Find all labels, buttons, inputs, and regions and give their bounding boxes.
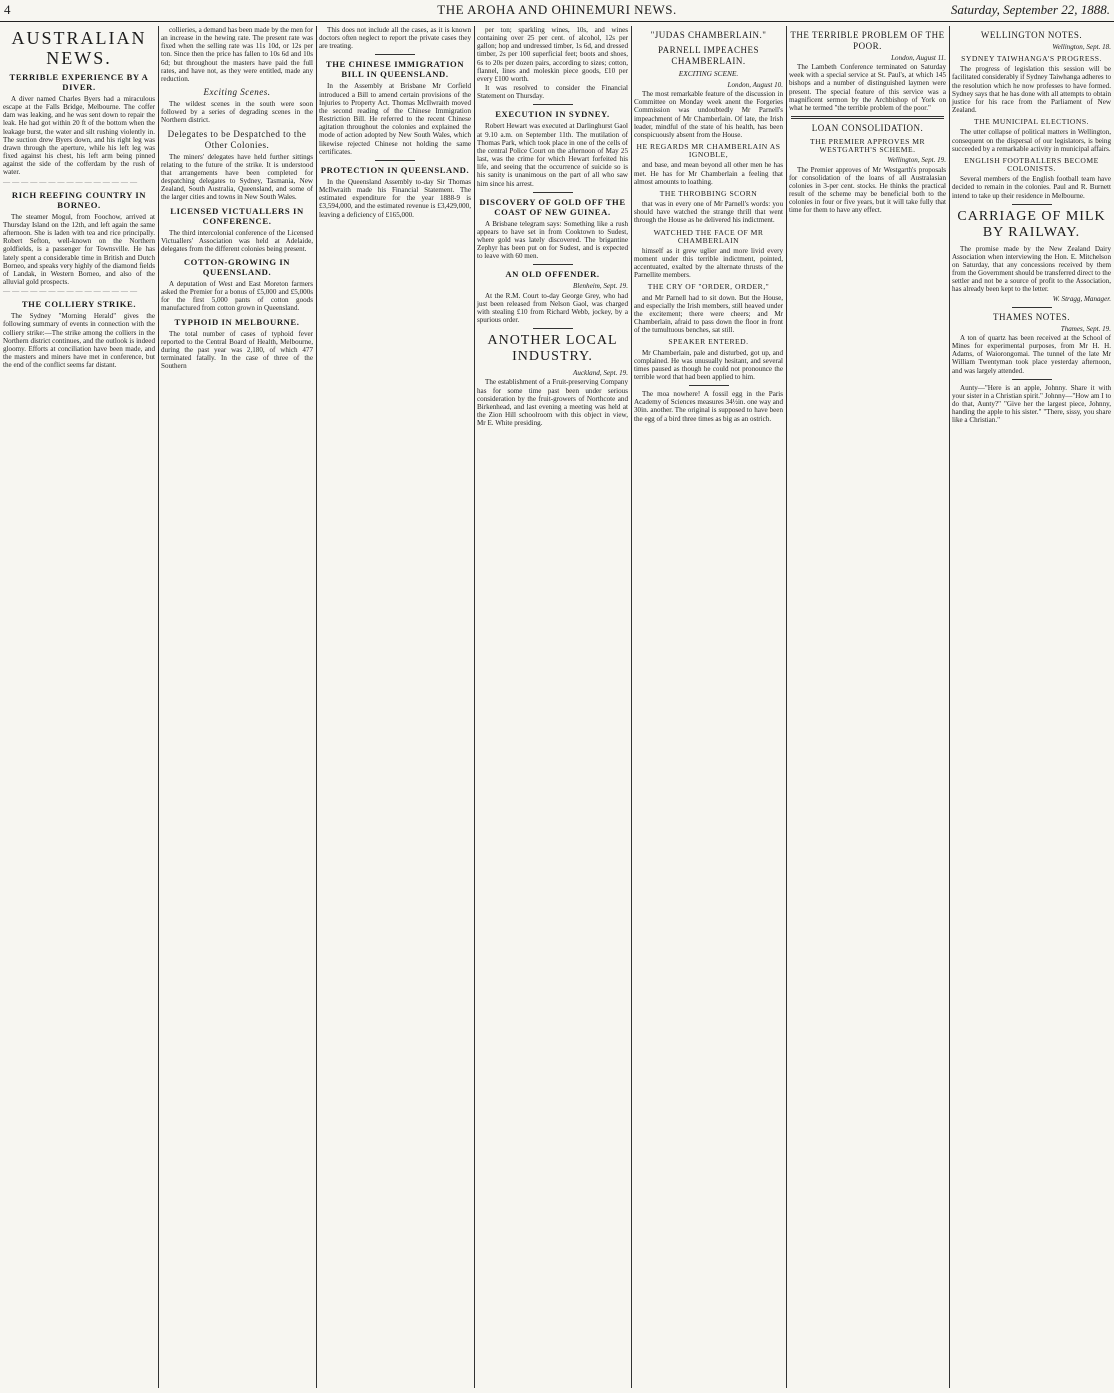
divider	[533, 192, 573, 193]
article-headline: DISCOVERY OF GOLD OFF THE COAST OF NEW GUINEA.	[479, 196, 626, 217]
article-body: In the Assembly at Brisbane Mr Corfield introduced a Bill to amend certain provisions of the Injuries to Property Act. Thomas McIlwraith moved the second reading of the Chinese Immigration Restriction Bill. He referred to the recent Chinese agitation throughout the colonies and explained the mode of action adopted by New South Wales, which likewise rejected Chinese not holding the same certificates.	[319, 82, 471, 156]
article-body: himself as it grew uglier and more livid every moment under this terrible indictment, pointed, accentuated, exalted by the alternate thrusts of the Parnellite members.	[634, 246, 783, 280]
article-body: that was in every one of Mr Parnell's words: you should have watched the strange thrill that went through the House as he delivered his indictment.	[634, 200, 783, 225]
column-2	[158, 26, 316, 1388]
column-1	[0, 26, 158, 1388]
article-body: A ton of quartz has been received at the School of Mines for experimental purposes, from Mr H. H. Adams, of Waiorongomai. The tunnel of the late Mr William Twentyman took place yesterday afternoon, and was largely attended.	[952, 333, 1111, 375]
article-body: The progress of legislation this session will be facilitated considerably if Sydney Taiwhanga adheres to the resolution which he now professes to have formed. Sydney says that he has done with all attempts to obtain justice for his race from the Parliament of New Zealand.	[952, 65, 1111, 115]
article-headline: THE CHINESE IMMIGRATION BILL IN QUEENSLAND.	[325, 59, 465, 80]
dateline: London, August 11.	[891, 54, 946, 62]
article-body: collieries, a demand has been made by the men for an increase in the hewing rate. The present rate was fixed when the selling rate was 11s 10d, or 12s per ton. Since then the price has fallen to 10s 6d and 10s 6d; but throughout the masters have paid the full rates, and have not, as they were entitled, made any reduction.	[161, 26, 313, 83]
column-5	[631, 26, 786, 1388]
article-headline: WELLINGTON NOTES.	[980, 30, 1083, 40]
divider	[1012, 307, 1052, 308]
dateline: London, August 10.	[727, 81, 783, 89]
article-body: In the Queensland Assembly to-day Sir Thomas McIlwraith made his Financial Statement. The estimated expenditure for the year 1888-9 is £3,594,000, and the estimated revenue is £3,429,000, leaving a deficiency of £165,000.	[319, 177, 471, 219]
article-headline: "JUDAS CHAMBERLAIN."	[650, 30, 767, 40]
crosshead: ENGLISH FOOTBALLERS BECOME COLONISTS.	[964, 155, 1099, 174]
article-headline: TYPHOID IN MELBOURNE.	[174, 316, 300, 327]
article-headline: LOAN CONSOLIDATION.	[811, 123, 924, 134]
article-body: The promise made by the New Zealand Dairy Association when interviewing the Hon. E. Mitchelson on Saturday, that any concessions received by them from the Government should be transferred direct to the settler and not be a source of profit to the Association, has already been kept to the letter.	[952, 244, 1111, 294]
article-body-continued: — — — — — — — — — — — — — — —	[3, 177, 138, 186]
article-body: The Premier approves of Mr Westgarth's proposals for consolidation of the loans of all Australasian colonies in 3-per cent. stocks. He thinks the practical result of the scheme may be beneficial both to the colonies in four or five years, but it will take fully that time for them to have any effect.	[789, 165, 946, 215]
section-header: AUSTRALIAN NEWS.	[11, 28, 147, 68]
article-headline: THAMES NOTES.	[992, 311, 1070, 322]
article-body: The establishment of a Fruit-preserving Company has for some time past been under serious consideration by the fruit-growers of Northcote and Birkenhead, and last evening a meeting was held at the Zion Hill schoolroom with this object in view, Mr E. White presiding.	[477, 378, 628, 428]
article-subheadline: PARNELL IMPEACHES CHAMBERLAIN.	[657, 45, 760, 66]
article-body: and Mr Parnell had to sit down. But the House, and especially the Irish members, still heaved under the excitement; there were cheers; and Mr Chamberlain, afraid to pass down the floor in front of the tumultuous benches, sat still.	[634, 293, 783, 335]
crosshead: WATCHED THE FACE OF MR CHAMBERLAIN	[653, 227, 764, 245]
column-7	[949, 26, 1114, 1388]
article-body: per ton; sparkling wines, 10s, and wines containing over 25 per cent. of alcohol, 12s per gallon; hop and undressed timber, 1s 6d, and dressed timber, 2s per 100 superficial feet; boots and shoes, 6s to 20s per dozen pairs, according to sizes; cotton, flannel, lines and moleskin piece goods, £10 per every £100 worth.	[477, 26, 628, 83]
divider	[689, 385, 729, 386]
article-body: The Sydney "Morning Herald" gives the following summary of events in connection with the colliery strike:—The strike among the colliers in the Northern district continues, and the outlook is indeed gloomy. Efforts at conciliation have been made, and the masters and miners have met in conference, but the end of the conflict seems far distant.	[3, 312, 155, 370]
article-body: This does not include all the cases, as it is known doctors often neglect to report the private cases they are treating.	[319, 26, 471, 51]
article-headline: TERRIBLE EXPERIENCE BY A DIVER.	[9, 72, 149, 92]
dateline: Blenheim, Sept. 19.	[573, 282, 628, 291]
masthead	[0, 0, 1114, 22]
article-body: The Lambeth Conference terminated on Saturday week with a special service at St. Paul's, at which 145 bishops and a number of distinguished laymen were present. The special feature of this service was a magnificent sermon by the Archbishop of York on what he termed "the terrible problem of the poor."	[789, 63, 946, 112]
article-body-continued: — — — — — — — — — — — — — — —	[3, 287, 138, 296]
dateline: Thames, Sept. 19.	[1060, 324, 1111, 333]
article-body: A Brisbane telegram says: Something like a rush appears to have set in from Cooktown to Sudest, where gold was lately discovered. The brigantine Zephyr has been put on for Sudest, and is expected to leave with 60 men.	[477, 219, 628, 261]
article-body: The steamer Mogul, from Foochow, arrived at Thursday Island on the 12th, and left again the same afternoon. She is laden with tea and rice principally. Robert Sefton, well-known on the Northern goldfields, is a passenger for Townsville. He has lately spent a considerable time in British and Dutch Borneo, and speaks very highly of the diamond fields of Landak, in Western Borneo, and also of the alluvial gold prospects.	[3, 212, 155, 286]
article-body: Several members of the English football team have decided to remain in the colonies. Paul and R. Burnett intend to take up their residence in Melbourne.	[952, 175, 1111, 200]
article-subheadline: Delegates to be Despatched to the Other Colonies.	[167, 128, 307, 150]
divider	[533, 264, 573, 265]
article-subheadline: Exciting Scenes.	[203, 87, 271, 98]
issue-date: Saturday, September 22, 1888.	[950, 2, 1110, 17]
article-body: The miners' delegates have held further sittings relating to the future of the strike. It is understood that arrangements have been completed for despatching delegates to Sydney, Tasmania, New Zealand, South Australia, Queensland, and some of the larger cities and towns in New South Wales.	[161, 152, 313, 202]
article-body: The third intercolonial conference of the Licensed Victuallers' Association was held at Adelaide, delegates from the different colonies being present.	[161, 228, 313, 253]
dateline: Auckland, Sept. 19.	[573, 369, 628, 378]
article-body: Aunty—"Here is an apple, Johnny. Share it with your sister in a Christian spirit." Johnny—"How am I to do that, Aunty?" "Give her the largest piece, Johnny, handing the apple to his sister." "There, sissy, you share like a Christian."	[952, 383, 1111, 425]
page-number: 4	[4, 2, 11, 17]
article-body: The moa nowhere! A fossil egg in the Paris Academy of Sciences measures 34½in. one way and 30in. another. The original is supposed to have been the egg of a bird three times as big as an ostrich.	[634, 390, 783, 423]
column-4	[474, 26, 631, 1388]
article-headline: LICENSED VICTUALLERS IN CONFERENCE.	[170, 205, 304, 226]
dateline: Wellington, Sept. 18.	[1052, 43, 1111, 51]
crosshead: THE CRY OF "ORDER, ORDER,"	[647, 282, 770, 292]
article-headline: PROTECTION IN QUEENSLAND.	[320, 164, 470, 175]
article-body: The total number of cases of typhoid fever reported to the Central Board of Health, Melbourne, during the past year was 2,180, of which 477 terminated fatally. In the case of three of the Southern	[161, 329, 313, 371]
divider	[375, 54, 415, 55]
article-headline: THE TERRIBLE PROBLEM OF THE POOR.	[790, 30, 945, 51]
article-headline: CARRIAGE OF MILK BY RAILWAY.	[957, 208, 1106, 240]
article-headline: COTTON-GROWING IN QUEENSLAND.	[183, 256, 291, 277]
article-headline: EXECUTION IN SYDNEY.	[495, 109, 610, 120]
newspaper-title: THE AROHA AND OHINEMURI NEWS.	[437, 2, 677, 17]
crosshead: HE REGARDS MR CHAMBERLAIN AS IGNOBLE,	[636, 142, 781, 160]
divider	[1012, 204, 1052, 205]
article-kicker: EXCITING SCENE.	[678, 69, 739, 78]
article-body: A diver named Charles Byers had a miraculous escape at the Falls Bridge, Melbourne. The coffer dam was leaking, and he was sent down to repair the leak. He had got within 20 ft of the bottom when the leakage burst, the water and silt rushing violently in. The suction drew Byers down, and his right leg was drawn through the aperture, while his left leg was fixed against his chest, his left arm being pinned against the side of the cofferdam by the rush of water.	[3, 95, 155, 177]
article-headline: AN OLD OFFENDER.	[505, 269, 600, 280]
article-body: It was resolved to consider the Financial Statement on Thursday.	[477, 84, 628, 101]
article-body: The utter collapse of political matters in Wellington, consequent on the dispersal of our legislators, is being succeeded by a remarkable activity in municipal affairs.	[952, 128, 1111, 153]
crosshead: THE MUNICIPAL ELECTIONS.	[973, 117, 1089, 127]
article-headline: RICH REEFING COUNTRY IN BORNEO.	[11, 189, 147, 210]
divider	[791, 116, 944, 119]
divider	[533, 104, 573, 105]
article-body: At the R.M. Court to-day George Grey, who had just been released from Nelson Gaol, was charged with stealing £10 from Richard Webb, jockey, by a spurious order.	[477, 291, 628, 325]
crosshead: SPEAKER ENTERED.	[668, 337, 749, 347]
article-headline: ANOTHER LOCAL INDUSTRY.	[487, 333, 618, 365]
dateline: Wellington, Sept. 19.	[887, 156, 946, 165]
article-body: The most remarkable feature of the discussion in Committee on Monday week anent the Forgeries Commission was undoubtedly Mr Parnell's impeachment of Mr Chamberlain. Of late, the Irish leader, mindful of the state of his health, has been conspicuously absent from the House.	[634, 90, 783, 139]
article-subheadline: THE PREMIER APPROVES MR WESTGARTH'S SCHEME.	[809, 137, 926, 155]
article-body: The wildest scenes in the south were soon followed by a series of degrading scenes in the Northern district.	[161, 100, 313, 125]
article-headline: THE COLLIERY STRIKE.	[21, 299, 137, 310]
article-body: Robert Hewart was executed at Darlinghurst Gaol at 9.10 a.m. on September 11th. The mutilation of Thomas Park, which took place in one of the cells of the central Police Court on the afternoon of May 25 last, was the crime for which Hewart forfeited his life, and seeing that the occurrence of suicide so is his sanity is unanimous on the part of all who saw him since his arrest.	[477, 122, 628, 188]
signature: W. Stragg, Manager.	[1052, 294, 1111, 303]
article-body: and base, and mean beyond all other men he has met. He has for Mr Chamberlain a feeling that almost amounts to loathing.	[634, 161, 783, 186]
column-3	[316, 26, 474, 1388]
divider	[1012, 379, 1052, 380]
crosshead: SYDNEY TAIWHANGA'S PROGRESS.	[961, 54, 1102, 64]
article-body: Mr Chamberlain, pale and disturbed, got up, and complained. He was unusually hesitant, and several times paused as though he could not pronounce the terrible word that had been applied to him.	[634, 348, 783, 381]
divider	[375, 160, 415, 161]
article-body: A deputation of West and East Moreton farmers asked the Premier for a bonus of £5,000 and £5,000s for the first 5,000 pants of cotton goods manufactured from cotton grown in Queensland.	[161, 279, 313, 313]
divider	[533, 328, 573, 329]
column-6	[786, 26, 949, 1388]
crosshead: THE THROBBING SCORN	[659, 188, 758, 198]
